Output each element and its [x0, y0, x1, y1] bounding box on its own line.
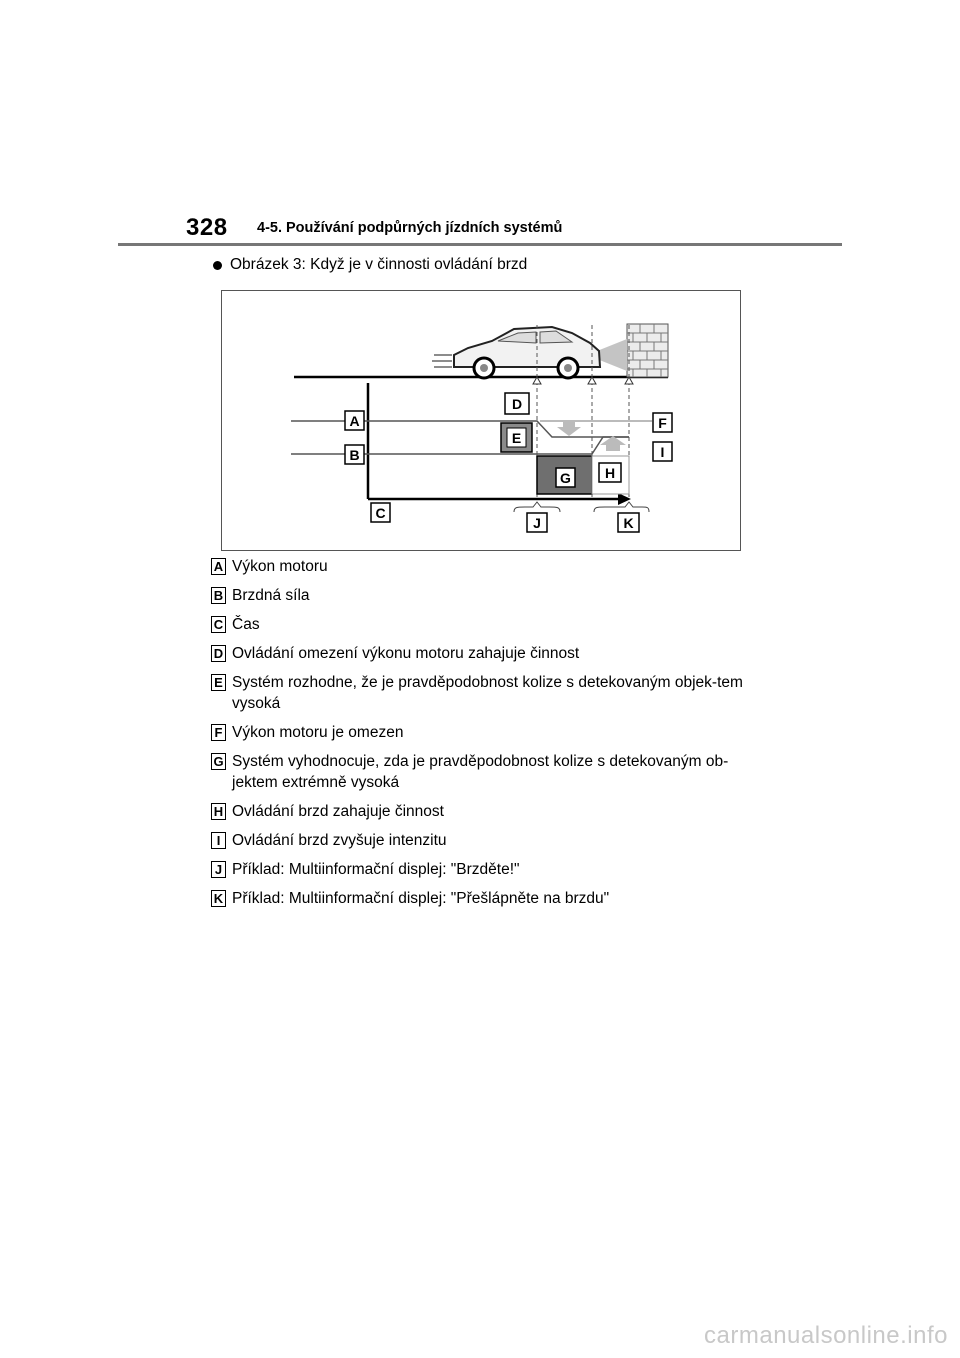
legend-item — [211, 614, 771, 635]
diagram-label-b — [345, 445, 364, 464]
diagram-label-g — [556, 468, 575, 487]
diagram-label-h — [599, 463, 621, 482]
legend-key-d: D — [211, 645, 226, 662]
legend-text-j: Příklad: Multiinformační displej: "Brzděte!" — [232, 861, 520, 878]
legend-key-a: A — [211, 558, 226, 575]
legend-item — [211, 859, 771, 880]
svg-text:G: G — [560, 470, 571, 486]
figure-caption-text: Obrázek 3: Když je v činnosti ovládání brzd — [230, 256, 528, 273]
legend-key-e: E — [211, 674, 226, 691]
brake-force-line — [291, 437, 629, 454]
legend-key-j: J — [211, 861, 226, 878]
figure-caption — [213, 256, 527, 274]
legend-text-e: Systém rozhodne, že je pravděpodobnost kolize s detekovaným objek-tem vysoká — [232, 674, 743, 712]
legend-item — [211, 830, 771, 851]
svg-text:D: D — [511, 396, 523, 412]
legend-key-k: K — [211, 890, 226, 907]
diagram-label-a — [345, 411, 364, 430]
diagram-label-d — [505, 393, 529, 414]
reduce-arrow-icon — [557, 420, 581, 436]
svg-text:C: C — [375, 505, 386, 521]
legend-item — [211, 556, 771, 577]
legend-text-h: Ovládání brzd zahajuje činnost — [232, 803, 444, 820]
legend-item — [211, 801, 771, 822]
legend-key-g: G — [211, 753, 226, 770]
bullet-icon — [213, 261, 222, 270]
legend-item — [211, 672, 771, 714]
legend-text-d: Ovládání omezení výkonu motoru zahajuje činnost — [232, 645, 580, 662]
legend-text-f: Výkon motoru je omezen — [232, 724, 404, 741]
legend-item — [211, 751, 771, 793]
diagram-canvas — [222, 291, 740, 550]
legend-key-h: H — [211, 803, 226, 820]
svg-text:A: A — [349, 413, 360, 429]
svg-text:F: F — [658, 415, 667, 431]
diagram-label-i — [653, 442, 672, 461]
brace-k — [594, 502, 649, 512]
diagram-label-f — [653, 413, 672, 432]
legend-list — [211, 556, 771, 917]
motion-lines-icon — [432, 355, 452, 367]
legend-item — [211, 888, 771, 909]
legend-key-c: C — [211, 616, 226, 633]
header-divider — [118, 243, 842, 246]
svg-text:J: J — [533, 515, 541, 531]
diagram-label-k — [618, 513, 639, 532]
increase-arrow-icon — [600, 436, 626, 451]
brake-control-diagram — [221, 290, 741, 551]
watermark: carmanualsonline.info — [704, 1322, 948, 1349]
legend-text-g: Systém vyhodnocuje, zda je pravděpodobnost kolize s detekovaným ob-jektem extrémně vysoká — [232, 753, 729, 791]
diagram-label-c — [371, 503, 390, 522]
legend-text-k: Příklad: Multiinformační displej: "Přešlápněte na brzdu" — [232, 890, 610, 907]
diagram-label-e — [501, 423, 532, 452]
legend-item — [211, 722, 771, 743]
section-title: 4-5. Používání podpůrných jízdních systémů — [257, 220, 563, 236]
svg-text:B: B — [349, 447, 360, 463]
legend-text-i: Ovládání brzd zvyšuje intenzitu — [232, 832, 447, 849]
legend-text-c: Čas — [232, 616, 260, 633]
brick-wall-icon — [627, 324, 668, 377]
brace-j — [514, 502, 560, 512]
svg-text:I: I — [660, 444, 665, 460]
legend-text-a: Výkon motoru — [232, 558, 328, 575]
legend-key-f: F — [211, 724, 226, 741]
legend-key-b: B — [211, 587, 226, 604]
page-number: 328 — [186, 214, 228, 241]
svg-text:E: E — [511, 430, 522, 446]
diagram-label-j — [527, 513, 547, 532]
legend-item — [211, 585, 771, 606]
svg-text:H: H — [604, 465, 616, 481]
legend-text-b: Brzdná síla — [232, 587, 310, 604]
car-icon — [454, 327, 600, 378]
legend-key-i: I — [211, 832, 226, 849]
legend-item — [211, 643, 771, 664]
svg-text:K: K — [623, 515, 634, 531]
radar-beam-icon — [597, 339, 627, 371]
